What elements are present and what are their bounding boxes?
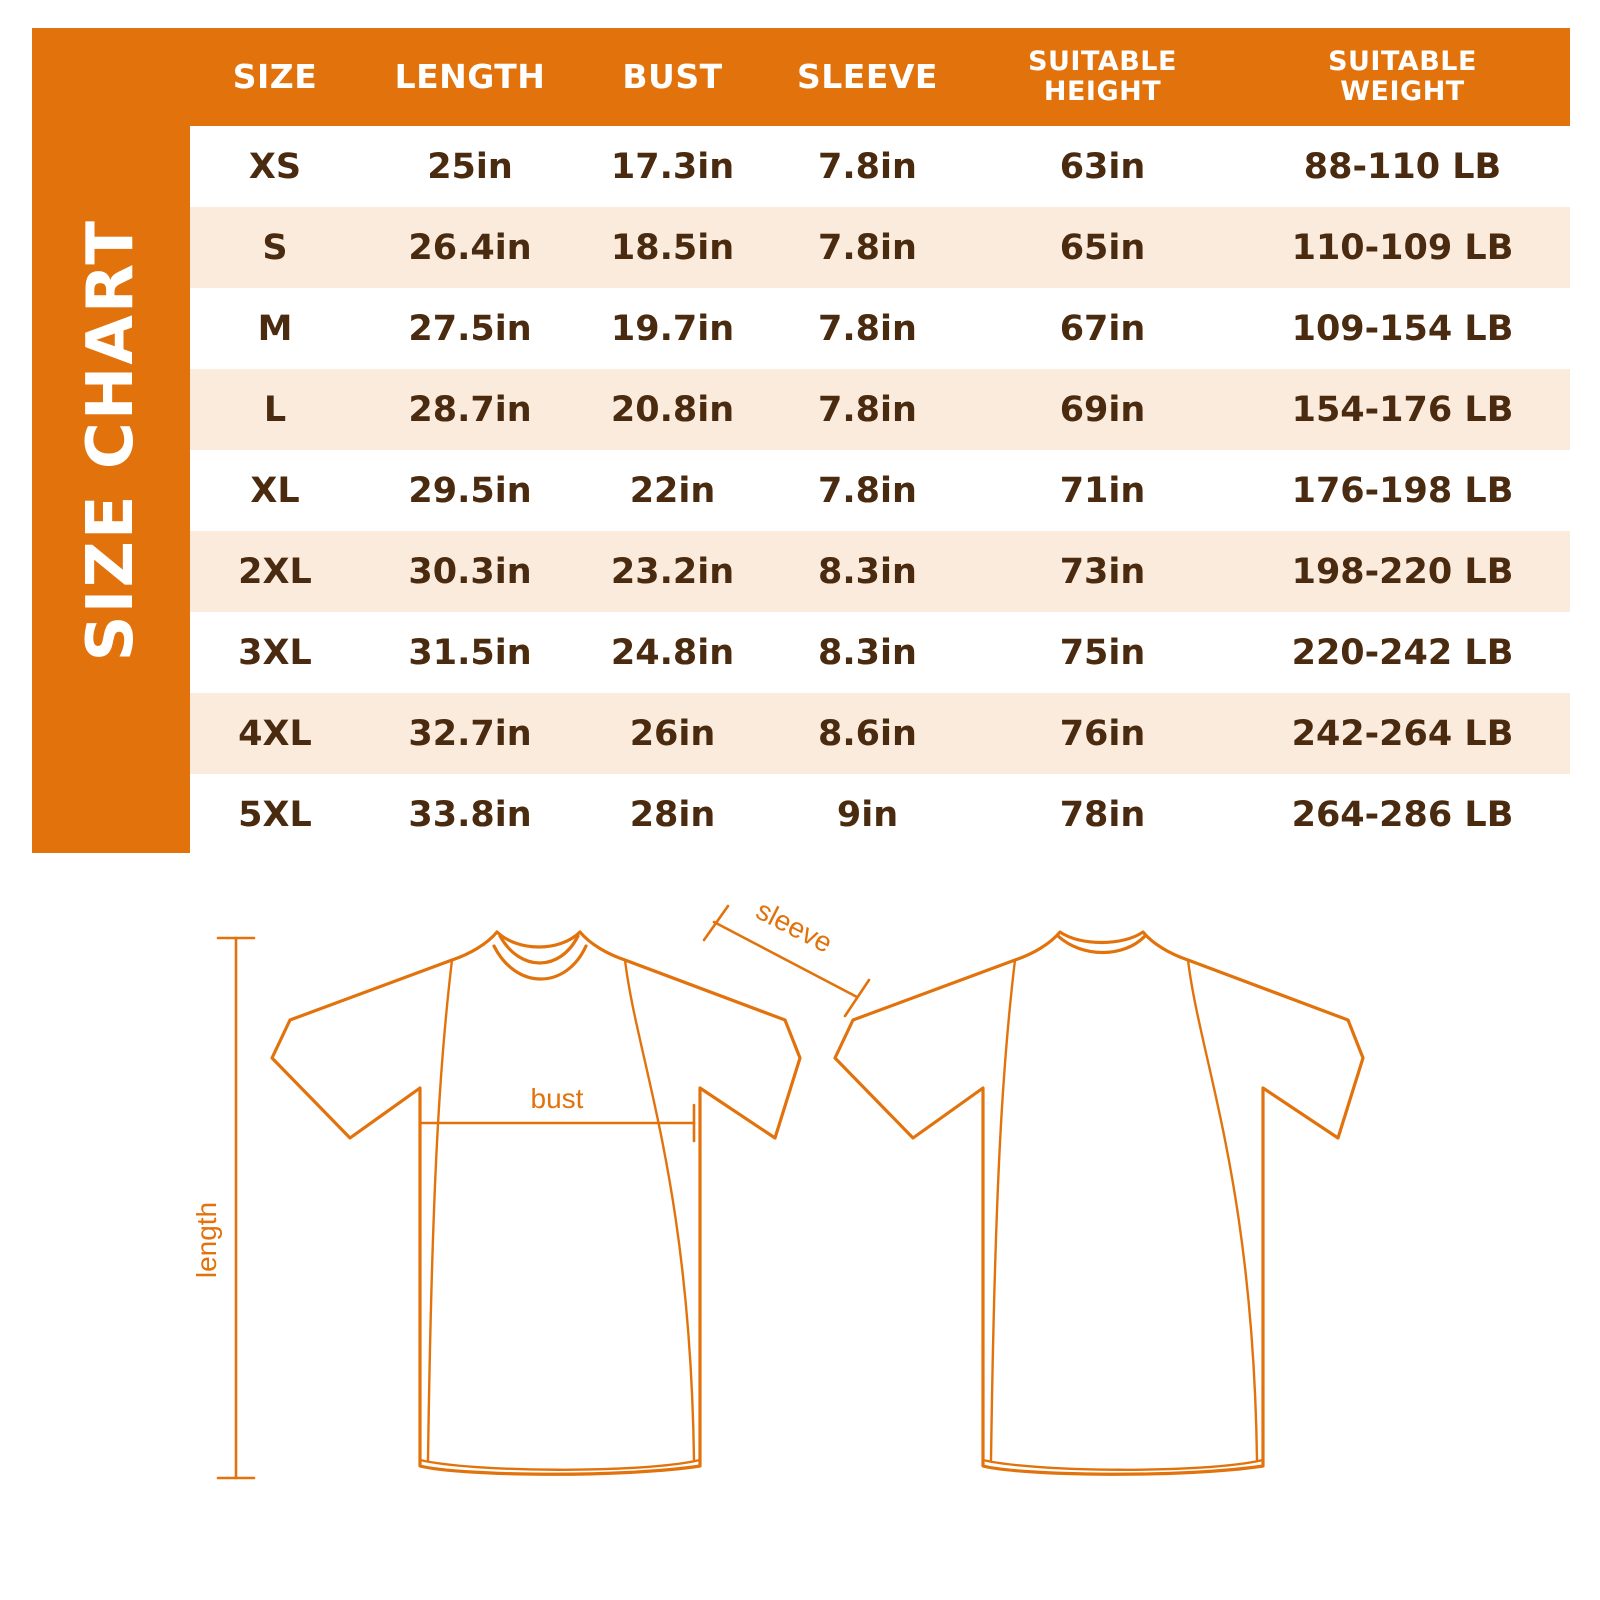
cell-sleeve: 8.3in	[765, 612, 970, 693]
cell-weight: 198-220 LB	[1235, 531, 1570, 612]
length-label: length	[191, 1201, 222, 1279]
column-header-suitable-weight	[1235, 28, 1570, 126]
cell-size: 5XL	[190, 774, 360, 855]
cell-bust: 19.7in	[580, 288, 765, 369]
cell-size: M	[190, 288, 360, 369]
cell-bust: 24.8in	[580, 612, 765, 693]
cell-size: S	[190, 207, 360, 288]
cell-height: 71in	[970, 450, 1235, 531]
cell-size: 3XL	[190, 612, 360, 693]
cell-height: 75in	[970, 612, 1235, 693]
cell-size: XS	[190, 126, 360, 207]
cell-sleeve: 9in	[765, 774, 970, 855]
size-table	[190, 28, 1570, 855]
table-row	[190, 207, 1570, 288]
size-chart-title-text: SIZE CHART	[74, 219, 148, 662]
table-header-row	[190, 28, 1570, 126]
table-row	[190, 612, 1570, 693]
t-shirt-front-illustration	[272, 932, 800, 1474]
size-chart-panel	[32, 28, 1568, 853]
size-table-container	[190, 28, 1570, 853]
cell-height: 76in	[970, 693, 1235, 774]
cell-length: 33.8in	[360, 774, 580, 855]
cell-weight: 88-110 LB	[1235, 126, 1570, 207]
table-row	[190, 693, 1570, 774]
cell-weight: 176-198 LB	[1235, 450, 1570, 531]
table-row	[190, 774, 1570, 855]
cell-height: 78in	[970, 774, 1235, 855]
cell-length: 27.5in	[360, 288, 580, 369]
cell-weight: 109-154 LB	[1235, 288, 1570, 369]
cell-length: 32.7in	[360, 693, 580, 774]
cell-bust: 28in	[580, 774, 765, 855]
table-row	[190, 288, 1570, 369]
cell-sleeve: 7.8in	[765, 450, 970, 531]
size-chart-title	[32, 28, 190, 853]
cell-sleeve: 7.8in	[765, 369, 970, 450]
bust-label: bust	[530, 1083, 584, 1114]
column-header-bust: BUST	[580, 28, 765, 126]
cell-weight: 154-176 LB	[1235, 369, 1570, 450]
cell-bust: 18.5in	[580, 207, 765, 288]
table-row	[190, 450, 1570, 531]
cell-sleeve: 7.8in	[765, 207, 970, 288]
cell-sleeve: 8.6in	[765, 693, 970, 774]
size-table-head	[190, 28, 1570, 126]
length-dimension	[218, 938, 254, 1478]
cell-height: 67in	[970, 288, 1235, 369]
cell-bust: 20.8in	[580, 369, 765, 450]
cell-sleeve: 8.3in	[765, 531, 970, 612]
cell-size: 4XL	[190, 693, 360, 774]
table-row	[190, 126, 1570, 207]
cell-weight: 110-109 LB	[1235, 207, 1570, 288]
column-header-size: SIZE	[190, 28, 360, 126]
cell-length: 29.5in	[360, 450, 580, 531]
column-header-suitable-height	[970, 28, 1235, 126]
column-header-suitable-height-line2: HEIGHT	[1043, 76, 1162, 107]
measurement-diagram	[0, 880, 1600, 1580]
cell-weight: 242-264 LB	[1235, 693, 1570, 774]
cell-height: 69in	[970, 369, 1235, 450]
column-header-suitable-weight-line1: SUITABLE	[1328, 45, 1477, 77]
table-row	[190, 531, 1570, 612]
cell-size: XL	[190, 450, 360, 531]
cell-weight: 220-242 LB	[1235, 612, 1570, 693]
cell-bust: 23.2in	[580, 531, 765, 612]
cell-weight: 264-286 LB	[1235, 774, 1570, 855]
column-header-length: LENGTH	[360, 28, 580, 126]
column-header-sleeve: SLEEVE	[765, 28, 970, 126]
cell-length: 28.7in	[360, 369, 580, 450]
t-shirt-back-illustration	[835, 932, 1363, 1474]
cell-length: 31.5in	[360, 612, 580, 693]
cell-bust: 22in	[580, 450, 765, 531]
cell-height: 73in	[970, 531, 1235, 612]
cell-length: 26.4in	[360, 207, 580, 288]
cell-height: 65in	[970, 207, 1235, 288]
column-header-suitable-height-line1: SUITABLE	[1028, 45, 1177, 77]
cell-length: 30.3in	[360, 531, 580, 612]
column-header-suitable-weight-line2: WEIGHT	[1340, 76, 1465, 107]
cell-size: 2XL	[190, 531, 360, 612]
cell-size: L	[190, 369, 360, 450]
cell-sleeve: 7.8in	[765, 288, 970, 369]
cell-height: 63in	[970, 126, 1235, 207]
size-table-body	[190, 126, 1570, 855]
sleeve-label: sleeve	[751, 894, 838, 959]
cell-bust: 26in	[580, 693, 765, 774]
cell-length: 25in	[360, 126, 580, 207]
cell-bust: 17.3in	[580, 126, 765, 207]
cell-sleeve: 7.8in	[765, 126, 970, 207]
table-row	[190, 369, 1570, 450]
